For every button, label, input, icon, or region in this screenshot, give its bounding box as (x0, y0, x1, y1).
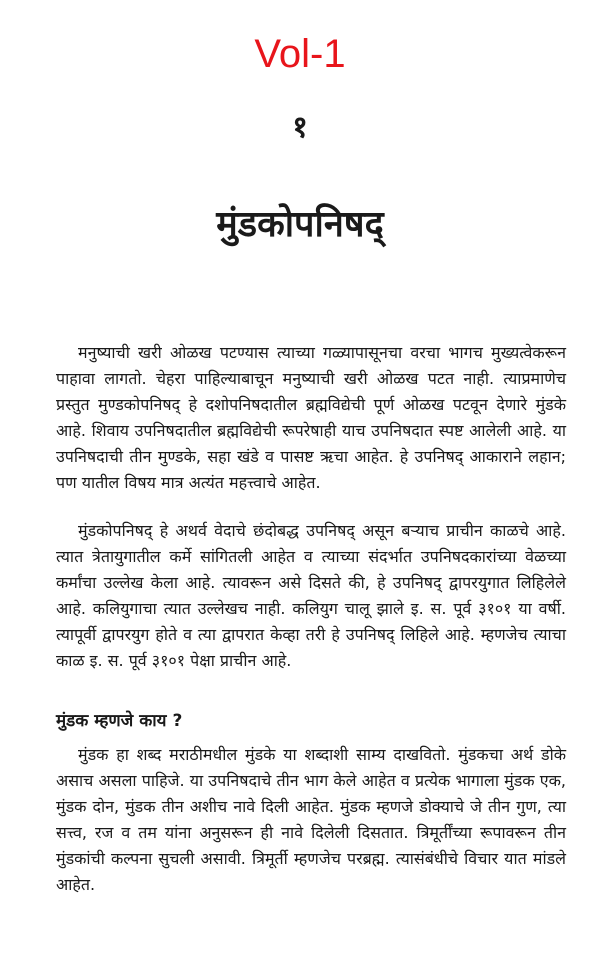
chapter-title: मुंडकोपनिषद् (216, 204, 384, 245)
body-paragraph-3 (56, 742, 566, 898)
body-paragraph-1 (56, 340, 566, 496)
chapter-number: १ (292, 110, 308, 145)
volume-label: Vol-1 (254, 32, 346, 76)
paragraph-text: मुंडकोपनिषद् हे अथर्व वेदाचे छंदोबद्ध उपनिषद् असून बऱ्याच प्राचीन काळचे आहे. त्यात त्रेतायुगातील कर्मे सांगितली आहेत व त्याच्या संदर्भात उपनिषदकारांच्या वेळच्या कर्मांचा उल्लेख केला आहे. त्यावरून असे दिसते की, हे उपनिषद् द्वापरयुगात लिहिलेले आहे. कलियुगाचा त्यात उल्लेखच नाही. कलियुग चालू झाले इ. स. पूर्व ३१०१ या वर्षी. त्यापूर्वी द्वापरयुग होते व त्या द्वापरात केव्हा तरी हे उपनिषद् लिहिले आहे. म्हणजेच त्याचा काळ इ. स. पूर्व ३१०१ पेक्षा प्राचीन आहे. (56, 521, 566, 670)
body-paragraph-2 (56, 518, 566, 674)
paragraph-text: मनुष्याची खरी ओळख पटण्यास त्याच्या गळ्यापासूनचा वरचा भागच मुख्यत्वेकरून पाहावा लागतो. चेहरा पाहिल्याबाचून मनुष्याची खरी ओळख पटत नाही. त्याप्रमाणेच प्रस्तुत मुण्डकोपनिषद् हे दशोपनिषदातील ब्रह्मविद्येची पूर्ण ओळख पटवून देणारे मुंडके आहे. शिवाय उपनिषदातील ब्रह्मविद्येची रूपरेषाही याच उपनिषदात स्पष्ट आलेली आहे. या उपनिषदाची तीन मुण्डके, सहा खंडे व पासष्ट ऋचा आहेत. हे उपनिषद् आकाराने लहान; पण यातील विषय मात्र अत्यंत महत्त्वाचे आहेत. (56, 343, 566, 492)
section-heading: मुंडक म्हणजे काय ? (56, 711, 183, 731)
paragraph-text: मुंडक हा शब्द मराठीमधील मुंडके या शब्दाशी साम्य दाखवितो. मुंडकचा अर्थ डोके असाच असला पाहिजे. या उपनिषदाचे तीन भाग केले आहेत व प्रत्येक भागाला मुंडक एक, मुंडक दोन, मुंडक तीन अशीच नावे दिली आहेत. मुंडक म्हणजे डोक्याचे जे तीन गुण, त्या सत्त्व, रज व तम यांना अनुसरून ही नावे दिलेली दिसतात. त्रिमूर्तींच्या रूपावरून तीन मुंडकांची कल्पना सुचली असावी. त्रिमूर्ती म्हणजेच परब्रह्म. त्यासंबंधीचे विचार यात मांडले आहेत. (56, 745, 566, 894)
